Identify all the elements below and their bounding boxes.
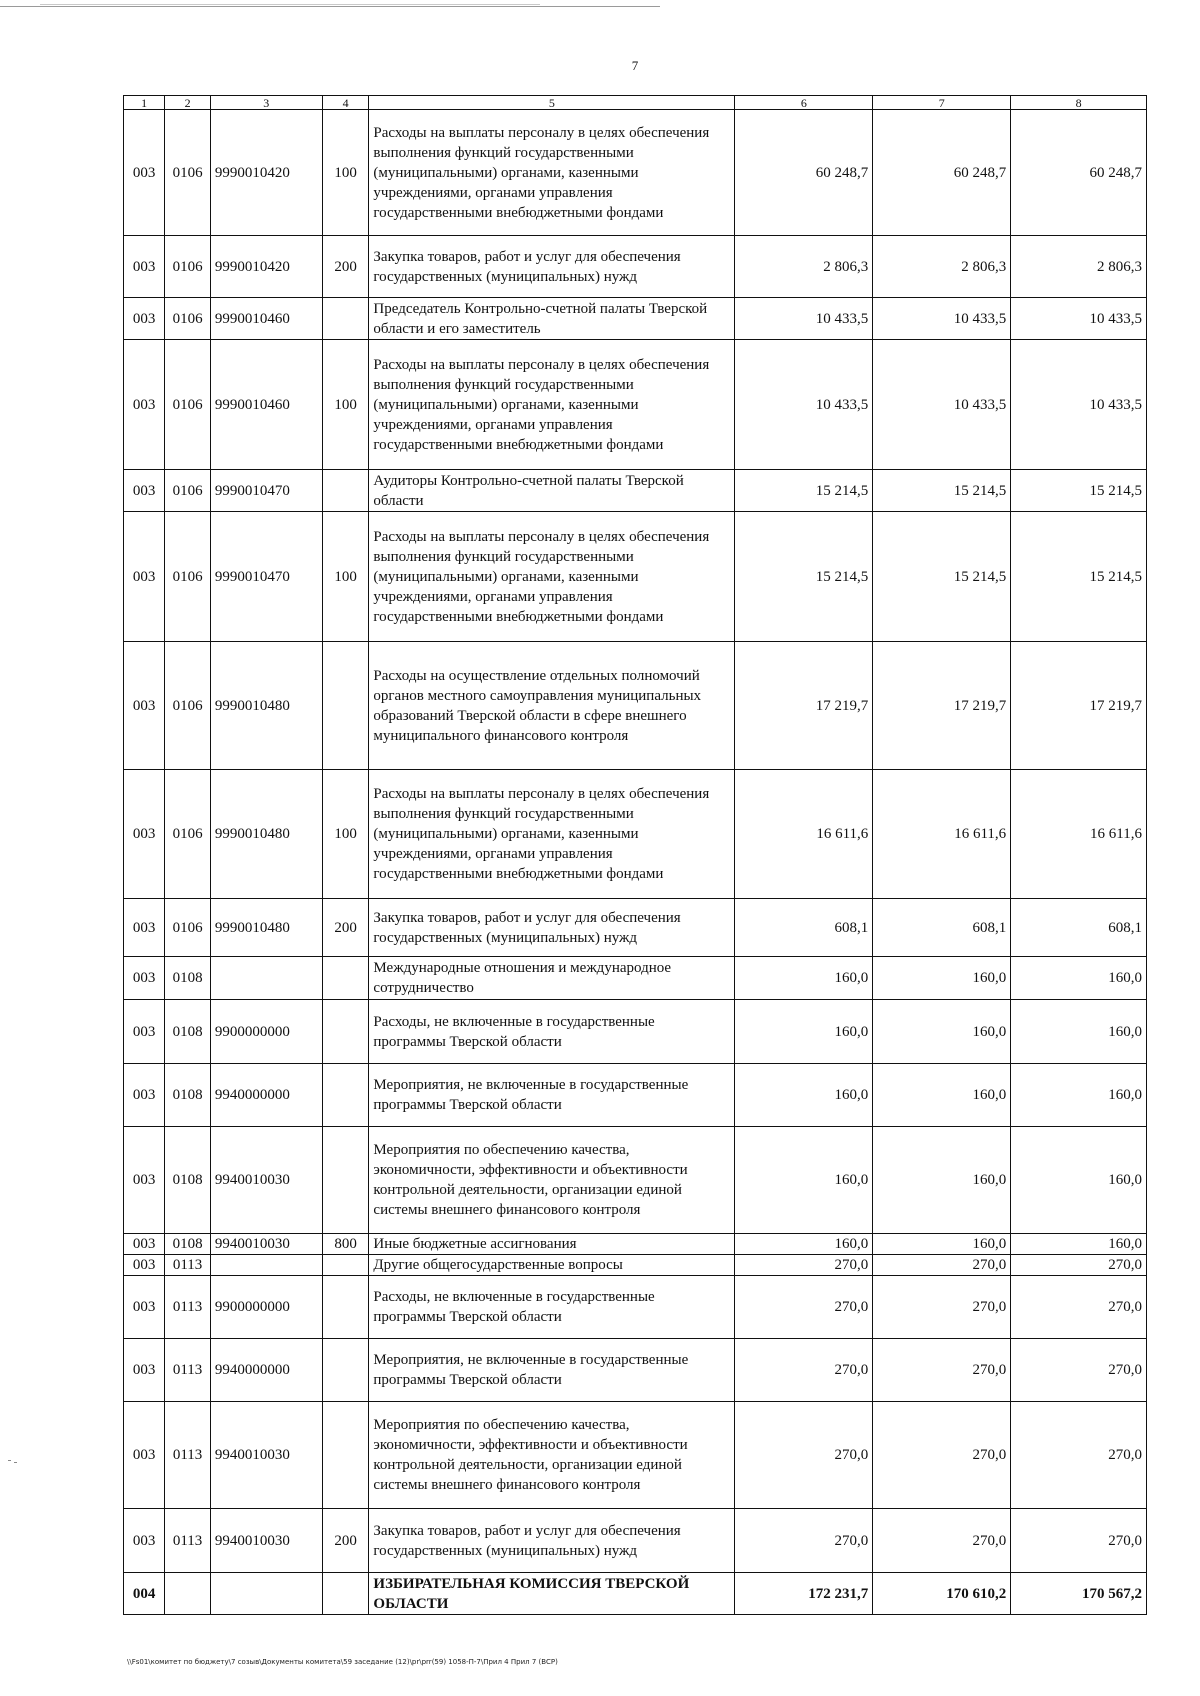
- cell-amount-col6: 270,0: [735, 1509, 873, 1573]
- cell-expense-type: 100: [322, 512, 369, 642]
- cell-target-article: 9900000000: [210, 1276, 322, 1339]
- cell-description: ИЗБИРАТЕЛЬНАЯ КОМИССИЯ ТВЕРСКОЙ ОБЛАСТИ: [369, 1573, 735, 1615]
- table-row: [124, 1509, 1147, 1573]
- cell-expense-type: 200: [322, 236, 369, 298]
- cell-section: 0106: [165, 110, 211, 236]
- column-header: 1: [124, 96, 165, 110]
- cell-amount-col6: 160,0: [735, 957, 873, 1000]
- cell-description: Закупка товаров, работ и услуг для обеспечения государственных (муниципальных) нужд: [369, 899, 735, 957]
- cell-amount-col6: 160,0: [735, 1064, 873, 1127]
- cell-section: 0108: [165, 1234, 211, 1255]
- cell-amount-col7: 16 611,6: [873, 770, 1011, 899]
- cell-amount-col7: 17 219,7: [873, 642, 1011, 770]
- table-row: [124, 110, 1147, 236]
- cell-account: 003: [124, 340, 165, 470]
- cell-account: 003: [124, 1402, 165, 1509]
- cell-description: Мероприятия, не включенные в государственные программы Тверской области: [369, 1064, 735, 1127]
- cell-amount-col8: 270,0: [1011, 1276, 1147, 1339]
- cell-description: Расходы на выплаты персоналу в целях обеспечения выполнения функций государственными (муниципальными) органами, казенными учреждениями, органами управления государственными внебюджетными фондами: [369, 340, 735, 470]
- cell-amount-col6: 15 214,5: [735, 470, 873, 512]
- cell-section: 0108: [165, 1064, 211, 1127]
- cell-amount-col8: 2 806,3: [1011, 236, 1147, 298]
- cell-amount-col6: 60 248,7: [735, 110, 873, 236]
- cell-target-article: 9940010030: [210, 1509, 322, 1573]
- cell-account: 003: [124, 1276, 165, 1339]
- cell-description: Расходы на осуществление отдельных полномочий органов местного самоуправления муниципальных образований Тверской области в сфере внешнего муниципального финансового контроля: [369, 642, 735, 770]
- cell-account: 004: [124, 1573, 165, 1615]
- cell-amount-col8: 160,0: [1011, 1234, 1147, 1255]
- cell-description: Другие общегосударственные вопросы: [369, 1255, 735, 1276]
- cell-description: Международные отношения и международное сотрудничество: [369, 957, 735, 1000]
- table-row: [124, 642, 1147, 770]
- table-row: [124, 1234, 1147, 1255]
- table-row: [124, 957, 1147, 1000]
- cell-section: 0106: [165, 770, 211, 899]
- cell-section: 0113: [165, 1276, 211, 1339]
- cell-description: Закупка товаров, работ и услуг для обеспечения государственных (муниципальных) нужд: [369, 236, 735, 298]
- cell-expense-type: [322, 1000, 369, 1064]
- table-body: [124, 110, 1147, 1615]
- cell-description: Председатель Контрольно-счетной палаты Тверской области и его заместитель: [369, 298, 735, 340]
- cell-amount-col6: 172 231,7: [735, 1573, 873, 1615]
- table-row: [124, 1339, 1147, 1402]
- cell-amount-col8: 270,0: [1011, 1402, 1147, 1509]
- cell-target-article: 9990010480: [210, 642, 322, 770]
- cell-expense-type: [322, 1064, 369, 1127]
- table-row: [124, 1402, 1147, 1509]
- column-header: 8: [1011, 96, 1147, 110]
- cell-description: Мероприятия, не включенные в государственные программы Тверской области: [369, 1339, 735, 1402]
- cell-amount-col7: 2 806,3: [873, 236, 1011, 298]
- column-header: 3: [210, 96, 322, 110]
- cell-account: 003: [124, 1255, 165, 1276]
- cell-amount-col8: 10 433,5: [1011, 340, 1147, 470]
- cell-target-article: 9990010480: [210, 770, 322, 899]
- cell-amount-col8: 60 248,7: [1011, 110, 1147, 236]
- cell-amount-col8: 16 611,6: [1011, 770, 1147, 899]
- cell-amount-col6: 10 433,5: [735, 298, 873, 340]
- cell-expense-type: 200: [322, 1509, 369, 1573]
- cell-amount-col7: 270,0: [873, 1276, 1011, 1339]
- cell-expense-type: 200: [322, 899, 369, 957]
- table-row: [124, 470, 1147, 512]
- cell-amount-col8: 608,1: [1011, 899, 1147, 957]
- header-row: [124, 96, 1147, 110]
- cell-section: 0108: [165, 957, 211, 1000]
- cell-amount-col6: 160,0: [735, 1234, 873, 1255]
- table-row: [124, 1000, 1147, 1064]
- cell-account: 003: [124, 110, 165, 236]
- cell-account: 003: [124, 1000, 165, 1064]
- cell-amount-col7: 10 433,5: [873, 340, 1011, 470]
- cell-target-article: 9990010470: [210, 512, 322, 642]
- cell-amount-col6: 270,0: [735, 1339, 873, 1402]
- budget-table: [123, 95, 1147, 1615]
- cell-target-article: 9990010460: [210, 340, 322, 470]
- cell-amount-col6: 17 219,7: [735, 642, 873, 770]
- cell-amount-col6: 10 433,5: [735, 340, 873, 470]
- cell-amount-col7: 270,0: [873, 1255, 1011, 1276]
- cell-account: 003: [124, 770, 165, 899]
- cell-section: 0108: [165, 1127, 211, 1234]
- cell-section: 0106: [165, 236, 211, 298]
- cell-account: 003: [124, 236, 165, 298]
- cell-amount-col8: 160,0: [1011, 1000, 1147, 1064]
- page-number: 7: [631, 58, 639, 73]
- table-row: [124, 899, 1147, 957]
- cell-description: Мероприятия по обеспечению качества, экономичности, эффективности и объективности контрольной деятельности, организации единой системы внешнего финансового контроля: [369, 1402, 735, 1509]
- cell-section: 0106: [165, 298, 211, 340]
- cell-account: 003: [124, 1064, 165, 1127]
- footer-file-path: \\Fs01\комитет по бюджету\7 созыв\Документы комитета\59 заседание (12)\pr\prr(59) 1058-П-7\Прил 4 Прил 7 (ВСР): [127, 1658, 558, 1666]
- cell-section: 0106: [165, 470, 211, 512]
- cell-account: 003: [124, 1339, 165, 1402]
- cell-section: 0106: [165, 512, 211, 642]
- cell-amount-col6: 15 214,5: [735, 512, 873, 642]
- cell-expense-type: [322, 1255, 369, 1276]
- cell-amount-col7: 60 248,7: [873, 110, 1011, 236]
- table-row: [124, 512, 1147, 642]
- cell-amount-col7: 160,0: [873, 1000, 1011, 1064]
- cell-target-article: 9990010470: [210, 470, 322, 512]
- cell-expense-type: [322, 1573, 369, 1615]
- cell-account: 003: [124, 470, 165, 512]
- cell-account: 003: [124, 642, 165, 770]
- cell-amount-col8: 160,0: [1011, 1064, 1147, 1127]
- cell-target-article: 9990010480: [210, 899, 322, 957]
- cell-amount-col6: 270,0: [735, 1255, 873, 1276]
- scan-artifact: [8, 1460, 11, 1461]
- column-header: 4: [322, 96, 369, 110]
- cell-section: 0108: [165, 1000, 211, 1064]
- cell-expense-type: 100: [322, 770, 369, 899]
- cell-amount-col8: 160,0: [1011, 1127, 1147, 1234]
- cell-amount-col7: 160,0: [873, 957, 1011, 1000]
- cell-section: 0106: [165, 899, 211, 957]
- table-row: [124, 298, 1147, 340]
- table-row: [124, 236, 1147, 298]
- cell-account: 003: [124, 298, 165, 340]
- cell-amount-col8: 160,0: [1011, 957, 1147, 1000]
- cell-amount-col7: 160,0: [873, 1127, 1011, 1234]
- table-row: [124, 1064, 1147, 1127]
- cell-expense-type: [322, 1276, 369, 1339]
- cell-target-article: 9940010030: [210, 1127, 322, 1234]
- cell-description: Иные бюджетные ассигнования: [369, 1234, 735, 1255]
- cell-account: 003: [124, 899, 165, 957]
- cell-account: 003: [124, 512, 165, 642]
- cell-expense-type: 800: [322, 1234, 369, 1255]
- cell-target-article: [210, 1255, 322, 1276]
- table-row: [124, 1573, 1147, 1615]
- cell-section: 0106: [165, 340, 211, 470]
- cell-amount-col6: 608,1: [735, 899, 873, 957]
- cell-amount-col6: 16 611,6: [735, 770, 873, 899]
- cell-target-article: 9990010420: [210, 236, 322, 298]
- table-row: [124, 1255, 1147, 1276]
- scan-artifact: [14, 1462, 17, 1463]
- cell-expense-type: [322, 298, 369, 340]
- cell-account: 003: [124, 1509, 165, 1573]
- cell-description: Аудиторы Контрольно-счетной палаты Тверской области: [369, 470, 735, 512]
- cell-target-article: [210, 1573, 322, 1615]
- cell-description: Расходы на выплаты персоналу в целях обеспечения выполнения функций государственными (муниципальными) органами, казенными учреждениями, органами управления государственными внебюджетными фондами: [369, 512, 735, 642]
- cell-amount-col8: 15 214,5: [1011, 512, 1147, 642]
- cell-amount-col8: 270,0: [1011, 1509, 1147, 1573]
- cell-expense-type: [322, 1402, 369, 1509]
- cell-amount-col7: 270,0: [873, 1339, 1011, 1402]
- cell-section: 0106: [165, 642, 211, 770]
- cell-amount-col6: 2 806,3: [735, 236, 873, 298]
- cell-amount-col7: 15 214,5: [873, 470, 1011, 512]
- cell-account: 003: [124, 1234, 165, 1255]
- cell-expense-type: [322, 642, 369, 770]
- cell-amount-col7: 270,0: [873, 1509, 1011, 1573]
- cell-expense-type: [322, 957, 369, 1000]
- cell-amount-col6: 160,0: [735, 1000, 873, 1064]
- cell-amount-col7: 160,0: [873, 1234, 1011, 1255]
- cell-description: Расходы на выплаты персоналу в целях обеспечения выполнения функций государственными (муниципальными) органами, казенными учреждениями, органами управления государственными внебюджетными фондами: [369, 110, 735, 236]
- table-row: [124, 340, 1147, 470]
- cell-target-article: 9940010030: [210, 1402, 322, 1509]
- cell-expense-type: [322, 470, 369, 512]
- column-header: 5: [369, 96, 735, 110]
- cell-description: Расходы, не включенные в государственные программы Тверской области: [369, 1000, 735, 1064]
- cell-expense-type: 100: [322, 110, 369, 236]
- cell-amount-col6: 270,0: [735, 1276, 873, 1339]
- cell-target-article: 9900000000: [210, 1000, 322, 1064]
- column-header: 7: [873, 96, 1011, 110]
- cell-section: 0113: [165, 1339, 211, 1402]
- cell-amount-col8: 15 214,5: [1011, 470, 1147, 512]
- table-row: [124, 1276, 1147, 1339]
- cell-amount-col8: 10 433,5: [1011, 298, 1147, 340]
- cell-expense-type: 100: [322, 340, 369, 470]
- cell-section: 0113: [165, 1402, 211, 1509]
- cell-description: Мероприятия по обеспечению качества, экономичности, эффективности и объективности контрольной деятельности, организации единой системы внешнего финансового контроля: [369, 1127, 735, 1234]
- cell-section: 0113: [165, 1255, 211, 1276]
- cell-description: Расходы на выплаты персоналу в целях обеспечения выполнения функций государственными (муниципальными) органами, казенными учреждениями, органами управления государственными внебюджетными фондами: [369, 770, 735, 899]
- cell-amount-col7: 608,1: [873, 899, 1011, 957]
- cell-amount-col7: 15 214,5: [873, 512, 1011, 642]
- cell-expense-type: [322, 1339, 369, 1402]
- cell-target-article: 9940000000: [210, 1064, 322, 1127]
- table-row: [124, 770, 1147, 899]
- scan-top-rule-secondary: [40, 4, 540, 5]
- cell-target-article: [210, 957, 322, 1000]
- scan-top-rule: [0, 6, 660, 7]
- cell-account: 003: [124, 1127, 165, 1234]
- column-header: 2: [165, 96, 211, 110]
- cell-amount-col7: 160,0: [873, 1064, 1011, 1127]
- cell-amount-col7: 10 433,5: [873, 298, 1011, 340]
- cell-description: Расходы, не включенные в государственные программы Тверской области: [369, 1276, 735, 1339]
- column-header: 6: [735, 96, 873, 110]
- cell-amount-col8: 270,0: [1011, 1255, 1147, 1276]
- cell-account: 003: [124, 957, 165, 1000]
- cell-amount-col7: 270,0: [873, 1402, 1011, 1509]
- cell-amount-col6: 160,0: [735, 1127, 873, 1234]
- cell-description: Закупка товаров, работ и услуг для обеспечения государственных (муниципальных) нужд: [369, 1509, 735, 1573]
- cell-target-article: 9940000000: [210, 1339, 322, 1402]
- cell-section: 0113: [165, 1509, 211, 1573]
- cell-target-article: 9990010420: [210, 110, 322, 236]
- cell-amount-col8: 170 567,2: [1011, 1573, 1147, 1615]
- cell-target-article: 9990010460: [210, 298, 322, 340]
- cell-target-article: 9940010030: [210, 1234, 322, 1255]
- cell-expense-type: [322, 1127, 369, 1234]
- cell-section: [165, 1573, 211, 1615]
- cell-amount-col8: 17 219,7: [1011, 642, 1147, 770]
- cell-amount-col7: 170 610,2: [873, 1573, 1011, 1615]
- table-row: [124, 1127, 1147, 1234]
- cell-amount-col8: 270,0: [1011, 1339, 1147, 1402]
- cell-amount-col6: 270,0: [735, 1402, 873, 1509]
